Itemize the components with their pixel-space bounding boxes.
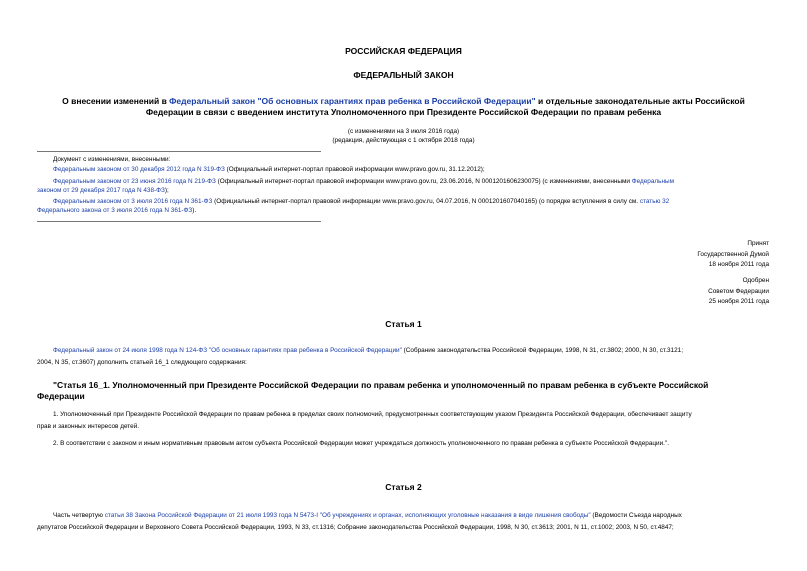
article-16-1-heading bbox=[37, 380, 773, 402]
document-type: ФЕДЕРАЛЬНЫЙ ЗАКОН bbox=[353, 70, 454, 80]
article-16-1-point-2: 2. В соответствии с законом и иным нормативным правовым актом субъекта Российской Федерации может учреждаться должность уполномоченного по правам ребенка в субъекте Российской Федерации.". bbox=[53, 440, 669, 447]
amendment-2-end: ); bbox=[164, 186, 169, 194]
title-part2: и отдельные законодательные акты Российской bbox=[535, 96, 745, 106]
country-heading: РОССИЙСКАЯ ФЕДЕРАЦИЯ bbox=[345, 46, 462, 56]
amendment-1-link[interactable]: Федеральным законом от 30 декабря 2012 года N 319-ФЗ bbox=[53, 166, 225, 173]
adoption-council bbox=[708, 276, 769, 308]
document-title bbox=[0, 96, 807, 118]
amendments-top-rule bbox=[37, 151, 321, 152]
article-2-paragraph bbox=[37, 510, 773, 534]
article-16-1-line1: "Статья 16_1. Уполномоченный при Президенте Российской Федерации по правам ребенка и уполномоченный по правам ребенка в субъекте Российской bbox=[53, 380, 709, 390]
point-1-line1: 1. Уполномоченный при Президенте Российской Федерации по правам ребенка в пределах своих полномочий, предусмотренных соответствующим указом Президента Российской Федерации, обеспечивает защиту bbox=[53, 411, 692, 418]
title-part1: О внесении изменений в bbox=[62, 96, 170, 106]
amendment-3-link2b[interactable]: Федерального закона от 3 июля 2016 года N 361-ФЗ bbox=[37, 206, 193, 214]
amendment-3-link[interactable]: Федеральным законом от 3 июля 2016 года N 361-ФЗ bbox=[53, 198, 213, 205]
article-1-law-link[interactable]: Федеральный закон от 24 июля 1998 года N 124-ФЗ "Об основных гарантиях прав ребенка в Российской Федерации" bbox=[53, 347, 402, 354]
council-date: 25 ноября 2011 года bbox=[708, 298, 769, 305]
amendment-item-2 bbox=[37, 178, 773, 195]
article-2-law-link[interactable]: статьи 38 Закона Российской Федерации от 21 июля 1993 года N 5473-I "Об учреждениях и органах, исполняющих уголовные наказания в виде лишения свободы" bbox=[104, 512, 591, 519]
amendment-3-text: (Официальный интернет-портал правовой информации www.pravo.gov.ru, 04.07.2016, N 0001201607040165) (о порядке вступления в силу см. bbox=[212, 198, 640, 205]
article-1-text2: 2004, N 35, ст.3607) дополнить статьей 16_1 следующего содержания: bbox=[37, 359, 247, 366]
article-1-heading: Статья 1 bbox=[385, 319, 422, 329]
duma-label: Государственной Думой bbox=[697, 250, 769, 258]
amendment-3-link2a[interactable]: статью 32 bbox=[639, 198, 670, 205]
point-1-line2: прав и законных интересов детей. bbox=[37, 423, 140, 430]
article-16-1-line2: Федерации bbox=[37, 391, 85, 401]
amendment-3-end: ). bbox=[192, 206, 197, 214]
adoption-duma bbox=[697, 239, 769, 271]
amendment-item-1 bbox=[53, 166, 773, 175]
article-2-text-start: Часть четвертую bbox=[53, 512, 105, 519]
amendment-item-3 bbox=[37, 198, 773, 215]
council-label: Советом Федерации bbox=[708, 287, 769, 295]
amendments-bottom-rule bbox=[37, 221, 321, 222]
changes-note: (с изменениями на 3 июля 2016 года) bbox=[347, 128, 460, 135]
article-1-text1: (Собрание законодательства Российской Федерации, 1998, N 31, ст.3802; 2000, N 30, ст.3121; bbox=[401, 347, 683, 354]
article-2-text2: депутатов Российской Федерации и Верховного Совета Российской Федерации, 1993, N 33, ст.1316; Собрание законодательства Российской Федерации, 1998, N 30, ст.3613; 2001, N 11, ст.1002; 2003, N 50, ст.4847; bbox=[37, 524, 674, 531]
title-law-link[interactable]: Федеральный закон "Об основных гарантиях прав ребенка в Российской Федерации" bbox=[169, 96, 536, 106]
amendment-2-link2b[interactable]: законом от 29 декабря 2017 года N 438-ФЗ bbox=[37, 186, 165, 194]
article-2-text1: (Ведомости Съезда народных bbox=[590, 512, 682, 519]
approved-label: Одобрен bbox=[742, 277, 769, 284]
title-line2: Федерации в связи с введением института Уполномоченного при Президенте Российской Федерации по правам ребенка bbox=[145, 107, 662, 117]
duma-date: 18 ноября 2011 года bbox=[708, 261, 769, 268]
amendment-2-text: (Официальный интернет-портал правовой информации www.pravo.gov.ru, 23.06.2016, N 0001201606230075) (с изменениями, внесенными bbox=[215, 178, 632, 185]
amendment-2-link[interactable]: Федеральным законом от 23 июня 2016 года N 219-ФЗ bbox=[53, 178, 216, 185]
article-1-paragraph bbox=[37, 345, 773, 369]
edition-note: (редакция, действующая с 1 октября 2018 года) bbox=[332, 137, 475, 144]
amendments-intro: Документ с изменениями, внесенными: bbox=[53, 156, 171, 163]
amendment-2-link2a[interactable]: Федеральным bbox=[631, 178, 674, 185]
article-16-1-point-1 bbox=[37, 409, 773, 433]
adopted-label: Принят bbox=[747, 240, 769, 247]
amendment-1-text: (Официальный интернет-портал правовой информации www.pravo.gov.ru, 31.12.2012); bbox=[224, 166, 485, 173]
article-2-heading: Статья 2 bbox=[385, 482, 422, 492]
